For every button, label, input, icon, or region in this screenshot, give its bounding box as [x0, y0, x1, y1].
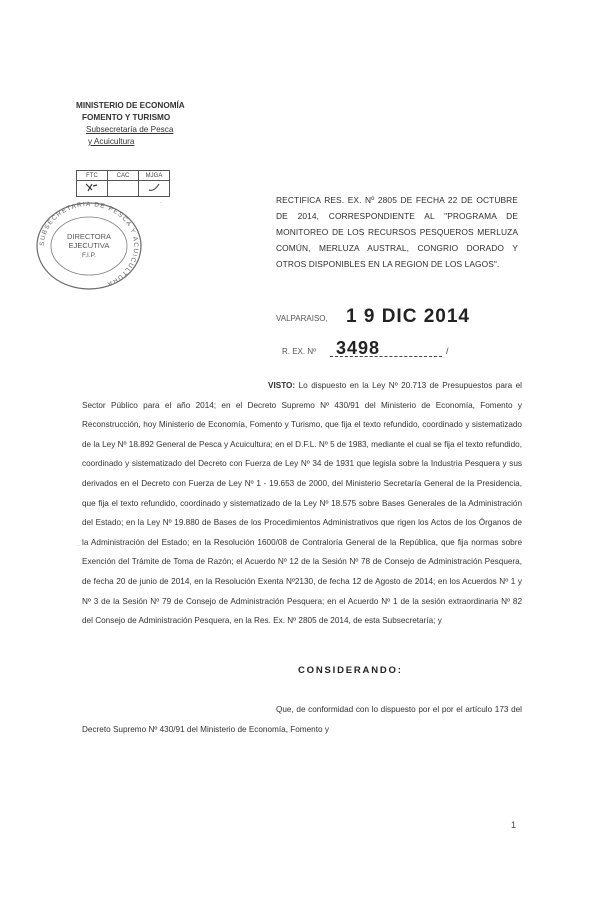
ministry-name-line2: FOMENTO Y TURISMO — [82, 113, 171, 122]
subsecretariat-name: Subsecretaría de Pesca — [86, 125, 174, 134]
seal-title-line3: F.I.P. — [82, 252, 96, 259]
date-stamp: 1 9 DIC 2014 — [346, 306, 470, 327]
visa-header-ftc: FTC — [77, 171, 108, 181]
resolution-number-label: R. EX. Nº — [282, 347, 317, 356]
handwritten-initial-icon — [84, 181, 100, 193]
resolution-number: 3498 — [336, 338, 381, 358]
handwritten-initial-icon — [146, 181, 162, 193]
visa-initial-mark — [77, 181, 108, 197]
visa-header-cac: CAC — [108, 171, 139, 181]
considerando-heading: CONSIDERANDO: — [298, 665, 403, 676]
resolution-number-underline — [330, 356, 442, 357]
subsecretariat-name-line2: y Acuicultura — [88, 137, 135, 146]
considerando-paragraph: Que, de conformidad con lo dispuesto por el por el artículo 173 del Decreto Supremo Nº 430/91 del Ministerio de Economía, Fomento y — [82, 705, 522, 734]
scan-artifact: . — [78, 542, 80, 548]
resolution-title: RECTIFICA RES. EX. Nº 2805 DE FECHA 22 DE OCTUBRE DE 2014, CORRESPONDIENTE AL "PROGRAMA DE MONITOREO DE LOS RECURSOS PESQUEROS MERLUZA COMÚN, MERLUZA AUSTRAL, CONGRIO DORADO Y OTROS DISPONIBLES EN LA REGION DE LOS LAGOS". — [276, 195, 518, 269]
seal-title-line1: DIRECTORA — [66, 232, 112, 241]
ministry-name: MINISTERIO DE ECONOMÍA — [76, 101, 185, 110]
visa-empty-cell — [108, 181, 139, 197]
seal-ring-text: SUBSECRETARIA DE PESCA Y ACUICULTURA — [38, 200, 140, 288]
visa-header-mjga: MJGA — [139, 171, 170, 181]
ministry-header — [76, 100, 216, 148]
visto-text: Lo dispuesto en la Ley Nº 20.713 de Presupuestos para el Sector Público para el año 2014; en el Decreto Supremo Nº 430/91 del Ministerio de Economía, Fomento y Reconstrucción, hoy Ministerio de Economía, Fomento y Turismo, que fija el texto refundido, coordinado y sistematizado de la Ley Nº 18.892 General de Pesca y Acuicultura; en el D.F.L. Nº 5 de 1983, mediante el cual se fija el texto refundido, coordinado y sistematizado del Decreto con Fuerza de Ley Nº 34 de 1931 que legisla sobre la Industria Pesquera y sus derivados en el Decreto con Fuerza de Ley Nº 1 - 19.653 de 2000, del Ministerio Secretaría General de la Presidencia, que fija el texto refundido, coordinado y sistematizado de la Ley Nº 18.575 sobre Bases Generales de la Administración del Estado; en la Ley Nº 19.880 de Bases de los Procedimientos Administrativos que rigen los Actos de los Órganos de la Administración del Estado; en la Resolución 1600/08 de Contraloría General de la República, que fija normas sobre Exención del Trámite de Toma de Razón; el Acuerdo Nº 12 de la Sesión Nº 78 de Consejo de Administración Pesquera, de fecha 20 de junio de 2014, en la Resolución Exenta Nº2130, de fecha 12 de Agosto de 2014; en los Acuerdos Nº 1 y Nº 3 de la Sesión Nº 79 de Consejo de Administración Pesquera; en el Acuerdo Nº 1 de la sesión extraordinaria Nº 82 del Consejo de Administración Pesquera, en la Res. Ex. Nº 2805 de 2014, de esta Subsecretaría; y — [82, 381, 522, 626]
visto-label: VISTO: — [268, 381, 296, 390]
official-seal-stamp — [30, 200, 148, 292]
page-number: 1 — [511, 820, 517, 830]
resolution-number-slash: / — [446, 346, 449, 356]
place-label: VALPARAISO, — [276, 314, 328, 323]
visa-initial-mark — [139, 181, 170, 197]
seal-title-line2: EJECUTIVA — [68, 241, 110, 250]
scan-artifact: · — [160, 200, 162, 206]
visto-paragraph — [82, 376, 522, 631]
approval-initials-table — [76, 170, 170, 197]
